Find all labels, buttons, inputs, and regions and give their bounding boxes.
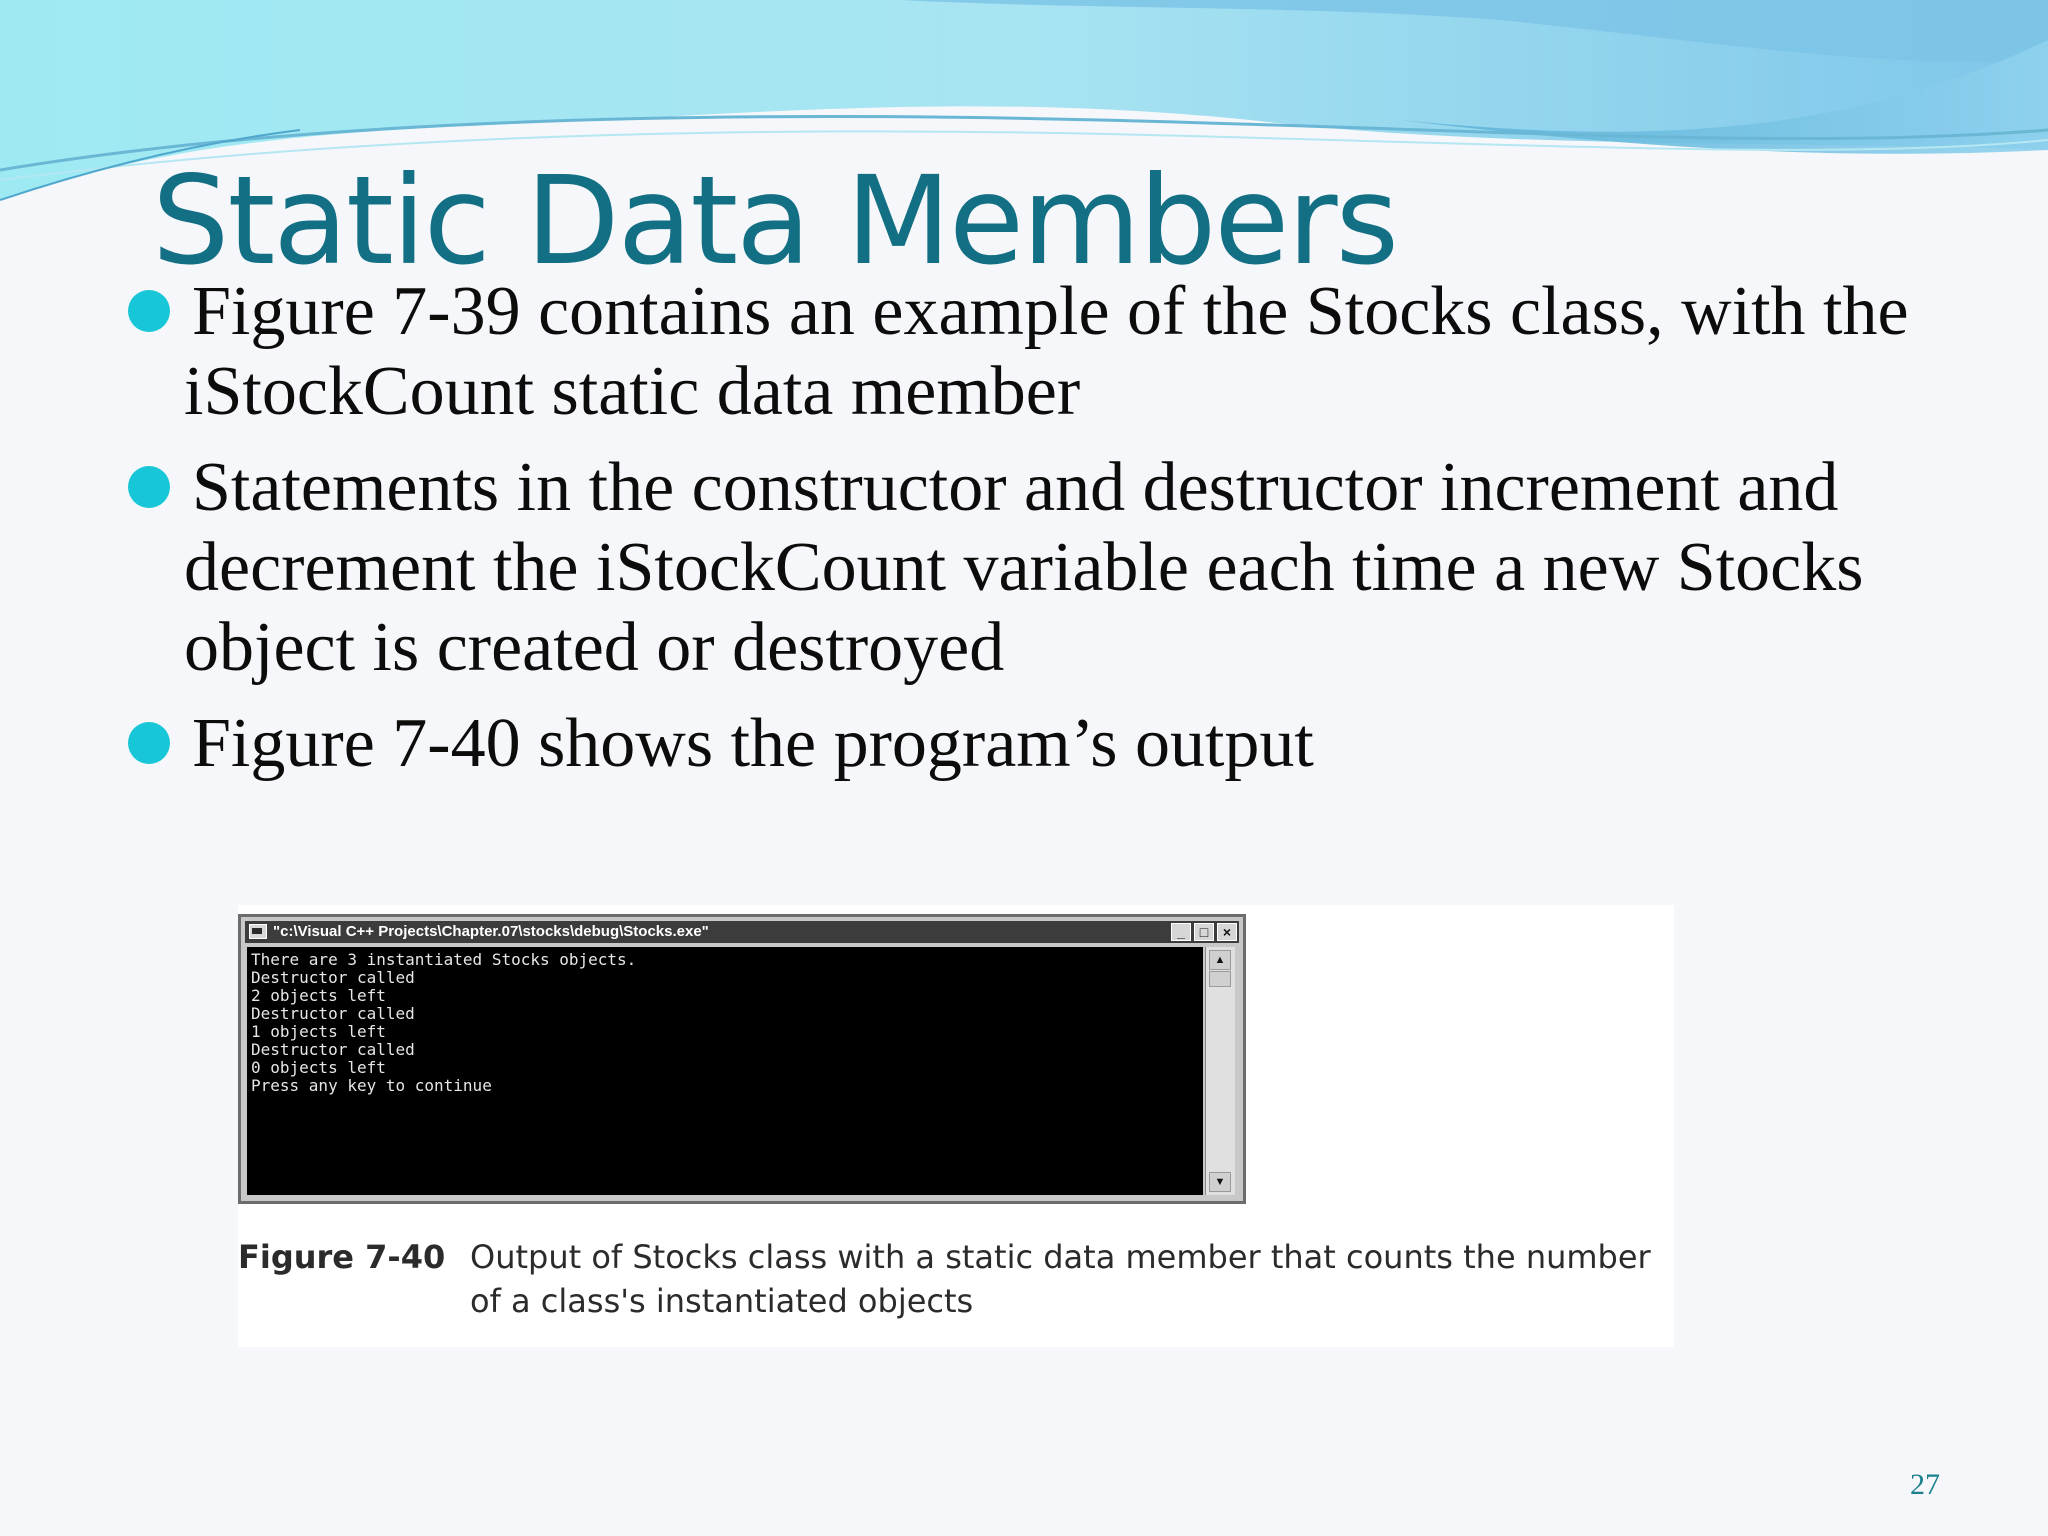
figure-caption-text: Output of Stocks class with a static data member that counts the number of a class's instantiated objects [470,1238,1651,1320]
console-line: Press any key to continue [251,1076,492,1095]
bullet-text: Figure 7-39 contains an example of the Stocks class, with the iStockCount static data member [184,273,1909,430]
figure-caption-label: Figure 7-40 [238,1238,446,1276]
maximize-icon: □ [1194,923,1214,941]
bullet-text: Statements in the constructor and destructor increment and decrement the iStockCount variable each time a new Stocks object is created or destroyed [184,449,1864,686]
bullet-item [128,272,2008,432]
console-scrollbar [1205,947,1235,1195]
console-line: 1 objects left [251,1022,386,1041]
bullet-item [128,704,2008,784]
console-line: 0 objects left [251,1058,386,1077]
bullet-dot-icon [128,466,170,508]
console-window-title: "c:\Visual C++ Projects\Chapter.07\stocks\debug\Stocks.exe" [273,923,709,940]
console-app-icon [249,924,267,939]
page-number: 27 [1910,1468,1940,1501]
scroll-up-arrow-icon: ▲ [1209,950,1231,970]
bullet-dot-icon [128,722,170,764]
bullet-item [128,448,2008,688]
console-line: Destructor called [251,1040,415,1059]
figure-7-40 [238,905,1674,1347]
bullet-dot-icon [128,290,170,332]
bullet-text: Figure 7-40 shows the program’s output [192,705,1314,782]
console-window [238,914,1246,1204]
console-line: Destructor called [251,968,415,987]
console-titlebar [245,921,1239,943]
minimize-icon: _ [1171,923,1191,941]
slide-title: Static Data Members [152,150,1398,292]
close-icon: × [1217,923,1237,941]
console-line: 2 objects left [251,986,386,1005]
bullet-list [128,272,2008,800]
console-line: There are 3 instantiated Stocks objects. [251,950,637,969]
console-line: Destructor called [251,1004,415,1023]
scroll-down-arrow-icon: ▼ [1209,1172,1231,1192]
console-output [247,947,1203,1195]
scroll-thumb [1209,971,1231,987]
